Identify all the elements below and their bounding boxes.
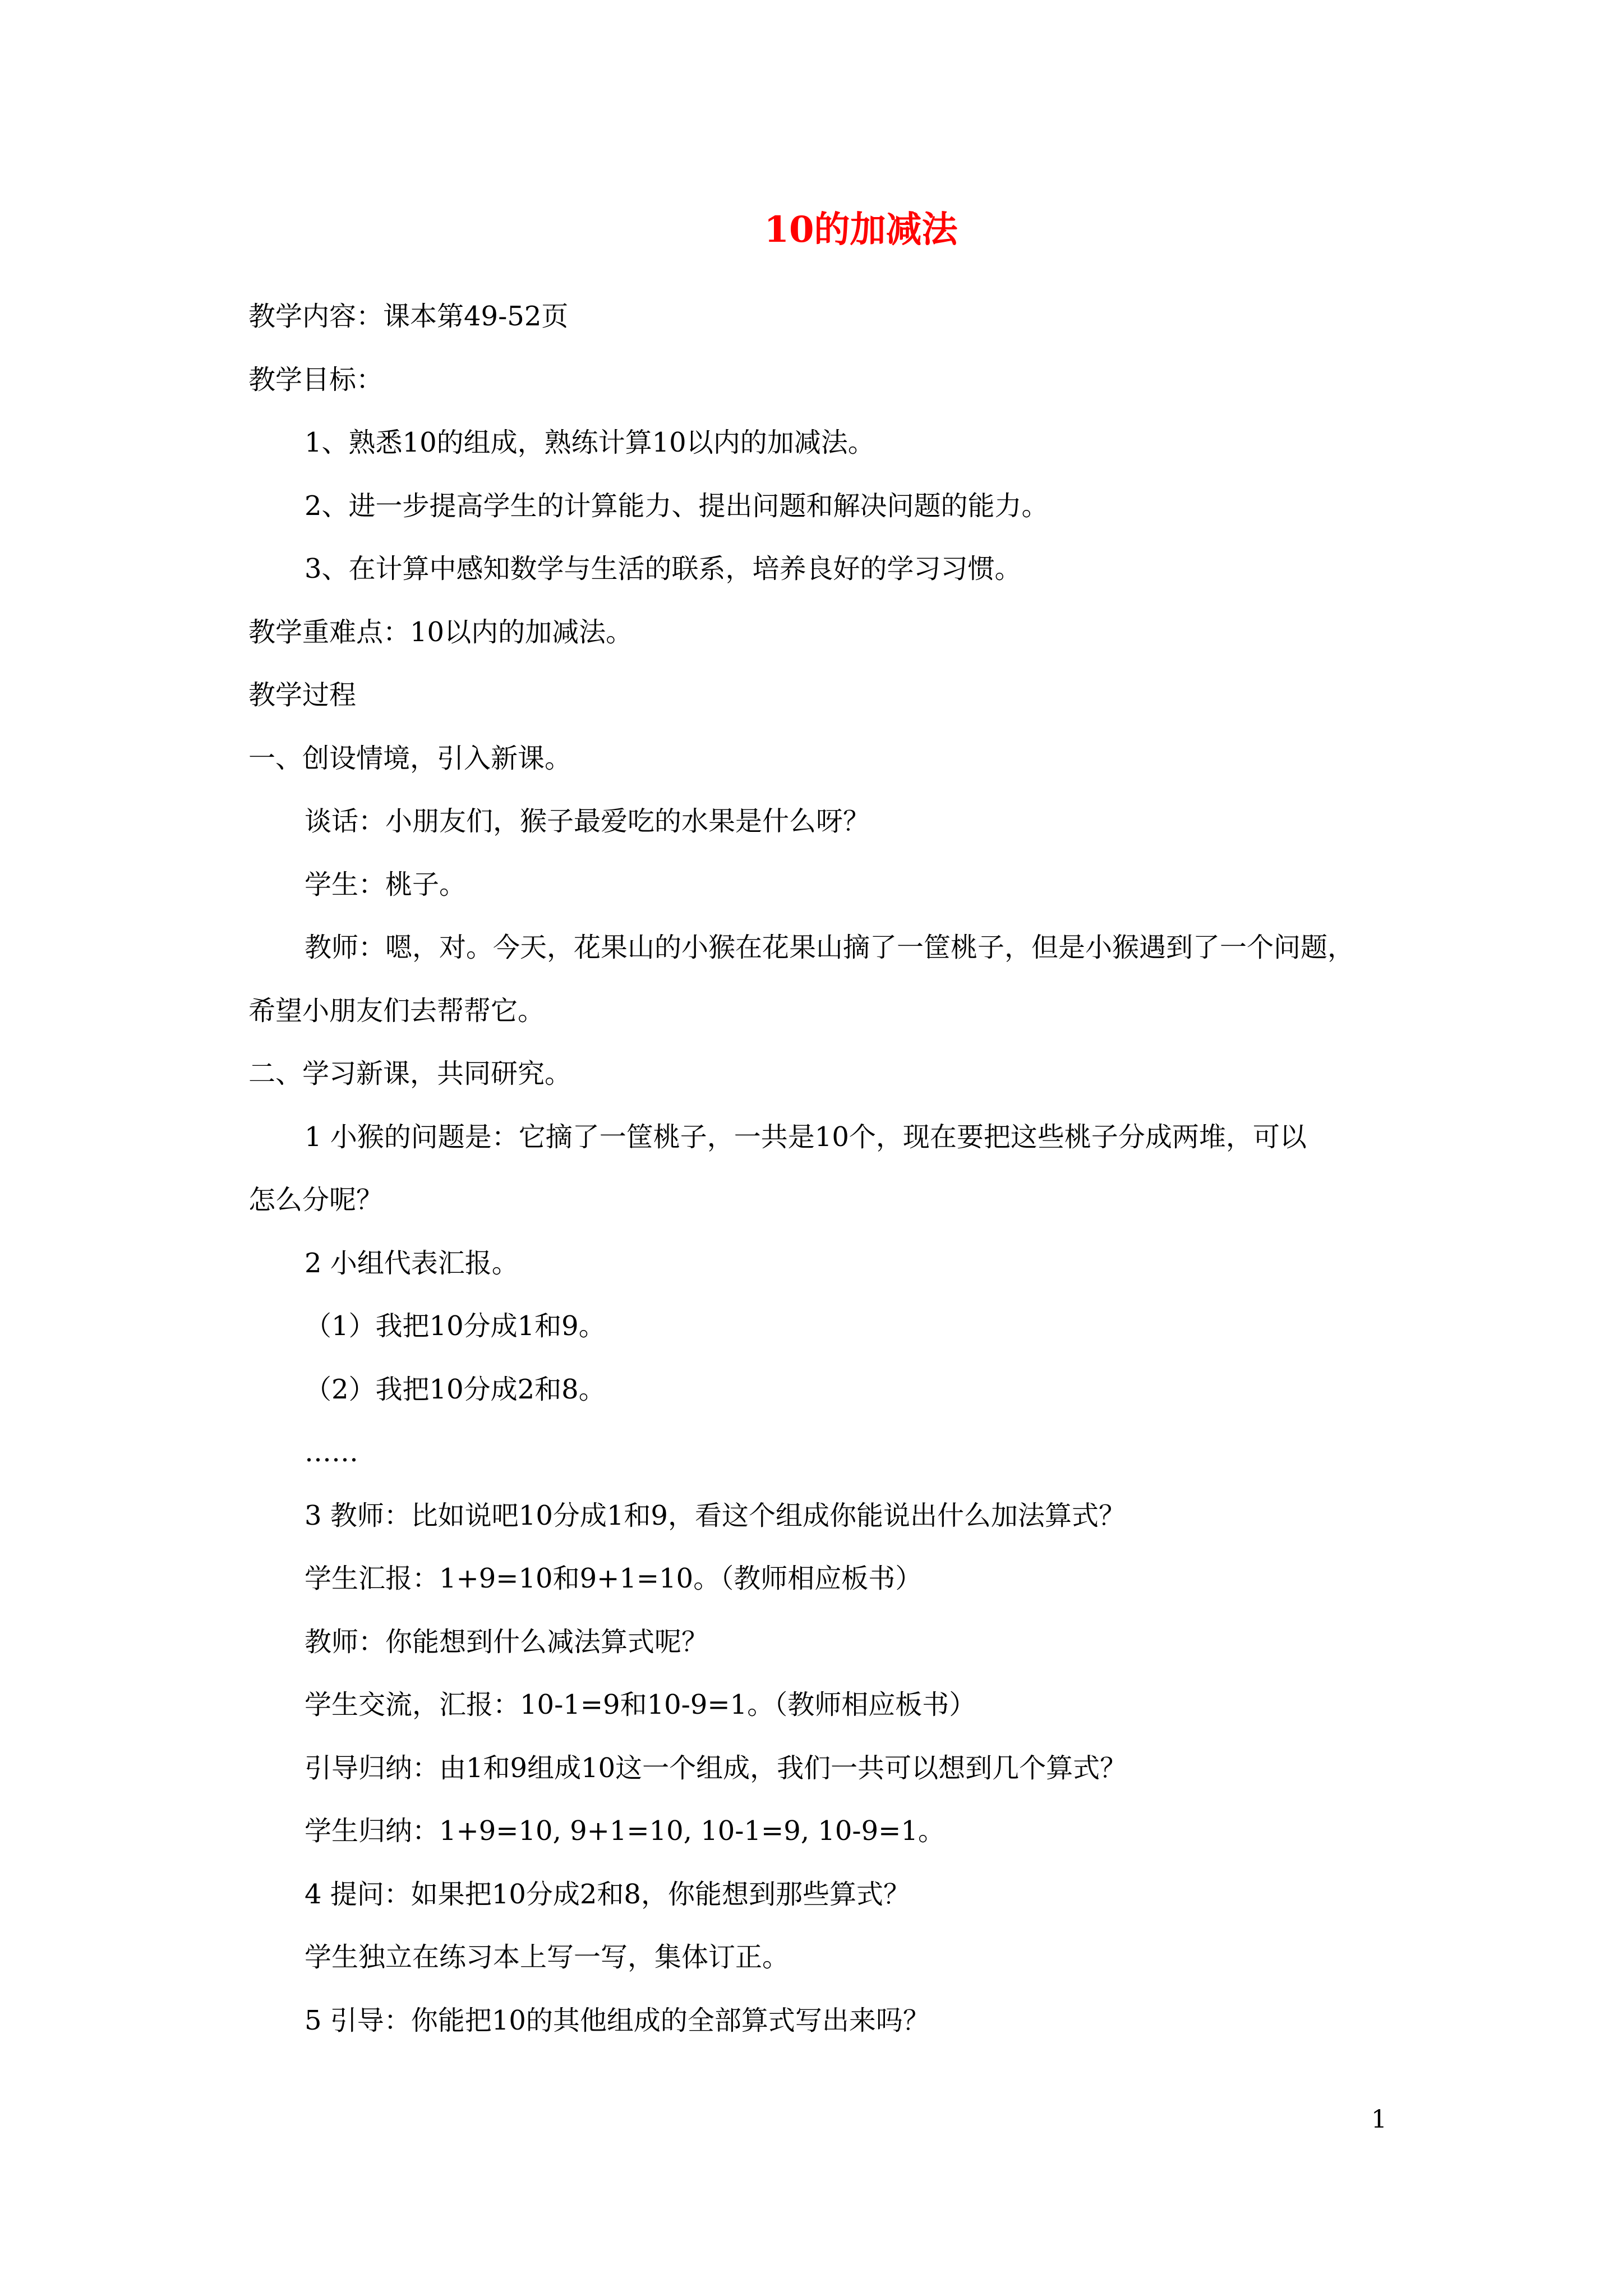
text-line: 学生独立在练习本上写一写，集体订正。 bbox=[305, 1941, 790, 1973]
text-line: 二、学习新课，共同研究。 bbox=[248, 1058, 572, 1089]
text-line: 一、创设情境，引入新课。 bbox=[248, 743, 572, 774]
document-title: 10的加减法 bbox=[764, 209, 958, 251]
text-line: 教师：嗯，对。今天，花果山的小猴在花果山摘了一筐桃子，但是小猴遇到了一个问题， bbox=[305, 932, 1355, 963]
text-line: 1、熟悉10的组成，熟练计算10以内的加减法。 bbox=[305, 427, 875, 458]
text-line: （2）我把10分成2和8。 bbox=[305, 1374, 606, 1405]
text-line: 5 引导：你能把10的其他组成的全部算式写出来吗？ bbox=[305, 2005, 930, 2036]
text-line: 谈话：小朋友们，猴子最爱吃的水果是什么呀？ bbox=[305, 806, 870, 837]
text-line: 教学过程 bbox=[248, 679, 357, 711]
text-line: …… bbox=[305, 1437, 358, 1468]
text-line: 3、在计算中感知数学与生活的联系，培养良好的学习习惯。 bbox=[305, 553, 1022, 585]
text-line: 教学重难点：10以内的加减法。 bbox=[248, 616, 633, 648]
text-line: 2、进一步提高学生的计算能力、提出问题和解决问题的能力。 bbox=[305, 490, 1049, 522]
text-line: 1 小猴的问题是：它摘了一筐桃子，一共是10个，现在要把这些桃子分成两堆，可以 bbox=[305, 1121, 1307, 1153]
text-line: 怎么分呢？ bbox=[248, 1184, 384, 1216]
text-line: 学生：桃子。 bbox=[305, 869, 467, 900]
text-line: 学生交流，汇报：10-1=9和10-9=1。（教师相应板书） bbox=[305, 1689, 976, 1720]
text-line: 学生归纳：1+9=10, 9+1=10, 10-1=9, 10-9=1。 bbox=[305, 1815, 945, 1847]
text-line: 4 提问：如果把10分成2和8，你能想到那些算式？ bbox=[305, 1879, 910, 1910]
text-line: 2 小组代表汇报。 bbox=[305, 1248, 519, 1279]
text-line: 3 教师：比如说吧10分成1和9，看这个组成你能说出什么加法算式？ bbox=[305, 1500, 1126, 1531]
text-line: 教学目标： bbox=[248, 364, 384, 395]
text-line: 希望小朋友们去帮帮它。 bbox=[248, 995, 545, 1027]
page-number: 1 bbox=[1371, 2105, 1387, 2134]
text-line: 引导归纳：由1和9组成10这一个组成，我们一共可以想到几个算式？ bbox=[305, 1752, 1127, 1784]
text-line: 学生汇报：1+9=10和9+1=10。（教师相应板书） bbox=[305, 1563, 923, 1594]
text-line: （1）我把10分成1和9。 bbox=[305, 1310, 606, 1342]
text-line: 教师：你能想到什么减法算式呢？ bbox=[305, 1626, 709, 1658]
text-line: 教学内容：课本第49-52页 bbox=[248, 301, 569, 332]
